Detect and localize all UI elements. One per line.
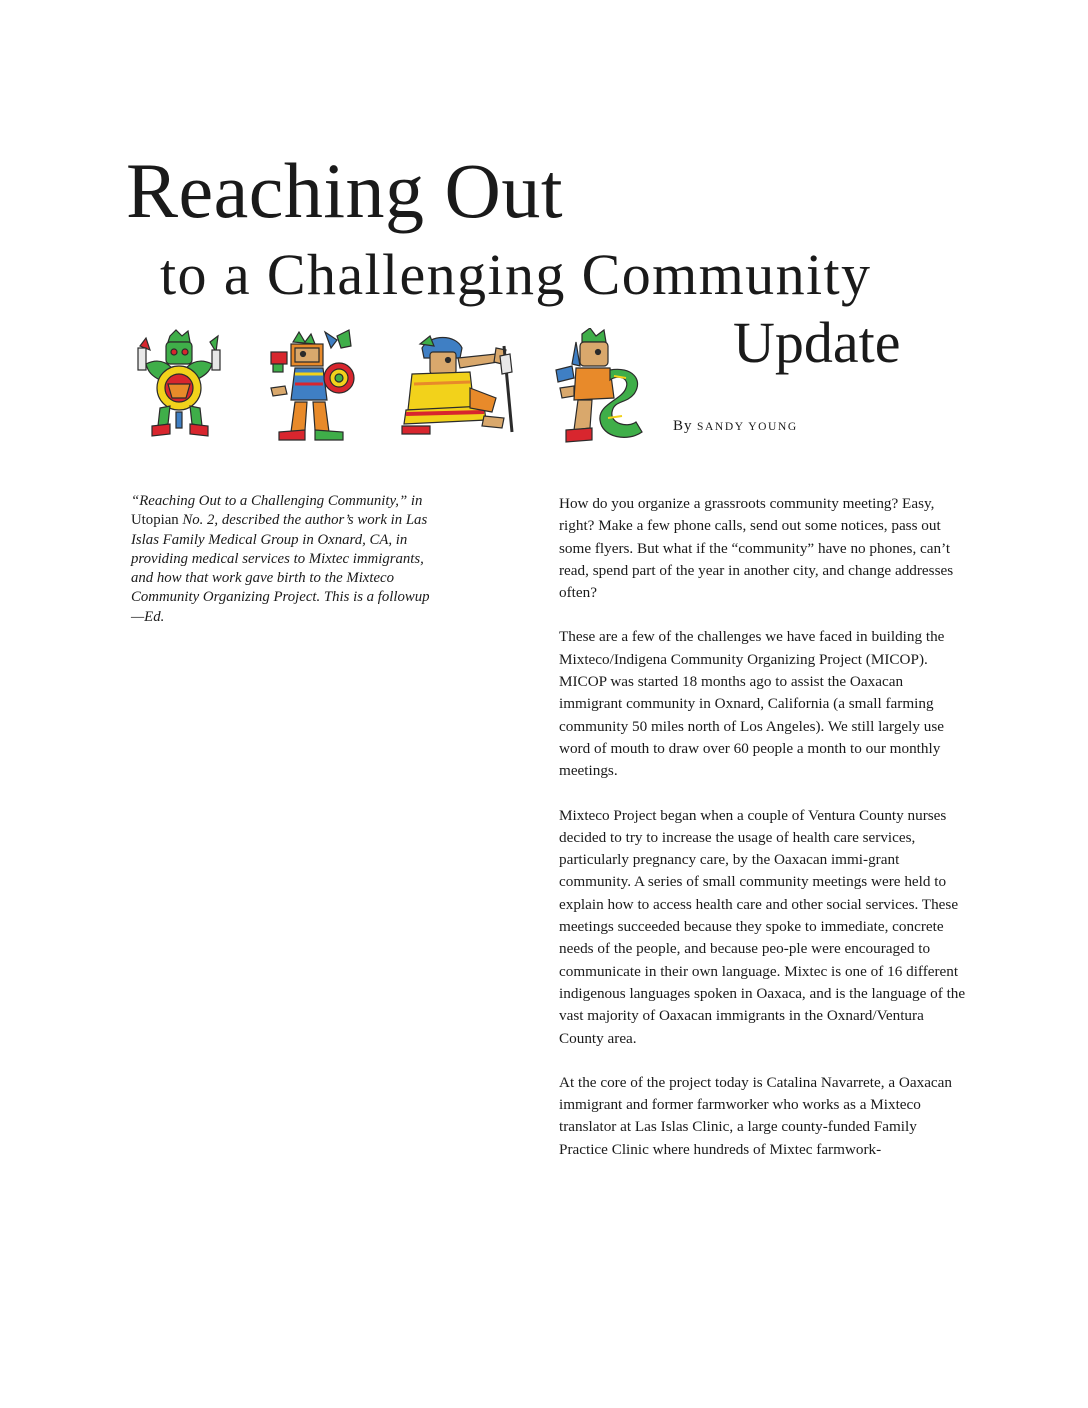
article-title: Reaching Out [126,147,564,234]
body-paragraph: How do you organize a grassroots community meeting? Easy, right? Make a few phone calls, send out some notices, pass out some flyers. But what if the “community” have no phones, can’t read, spend part of the year in another city, and change addresses often? [559,495,954,602]
article-subtitle: to a Challenging Community [160,242,872,307]
article-body [559,493,969,1183]
body-paragraph: At the core of the project today is Catalina Navarrete, a Oaxacan immigrant and former farmworker who works as a Mixteco translator at Las Islas Clinic, a large county-funded Family Practice Clinic where hundreds of Mixtec farmwork- [559,1073,953,1158]
editor-note-publication: Utopian [131,512,179,529]
article-update-label: Update [733,310,901,375]
mixtec-codex-seated-figure-icon [400,328,530,440]
editor-note-part2: No. 2, described the author’s work in Las Islas Family Medical Group in Oxnard, CA, in providing medical services to Mixtec immigrants, and how that work gave birth to the Mixteco Community Organizing Project. This is a followup—Ed. [131,512,430,625]
editor-note [131,492,431,627]
body-paragraph: Mixteco Project began when a couple of Ventura County nurses decided to try to increase the usage of health care services, particularly pregnancy care, by the Oaxacan immi-grant community. A series of small community meetings were held to explain how to access health care and other social services. These meetings succeeded because they spoke to immediate, concrete needs of the people, and because peo-ple were encouraged to communicate in their own language. Mixtec is one of 16 different indigenous languages spoken in Oaxaca, and is the language of the vast majority of Oaxacan immigrants in the Oxnard/Ventura County area. [559,806,966,1047]
byline-author: SANDY YOUNG [697,421,798,433]
byline [673,418,798,435]
mixtec-codex-warrior-icon [265,328,365,446]
byline-prefix: By [673,418,693,434]
codex-illustration-strip [130,328,650,452]
mixtec-codex-serpent-figure-icon [552,328,652,450]
editor-note-part1: “Reaching Out to a Challenging Community,” in [131,493,423,509]
mixtec-codex-figure-icon [130,328,228,444]
body-paragraph: These are a few of the challenges we have faced in building the Mixteco/Indigena Community Organizing Project (MICOP). MICOP was started 18 months ago to assist the Oaxacan immigrant community in Oxnard, California (a small farming community 50 miles north of Los Angeles). We still largely use word of mouth to draw over 60 people a month to our monthly meetings. [559,628,945,780]
